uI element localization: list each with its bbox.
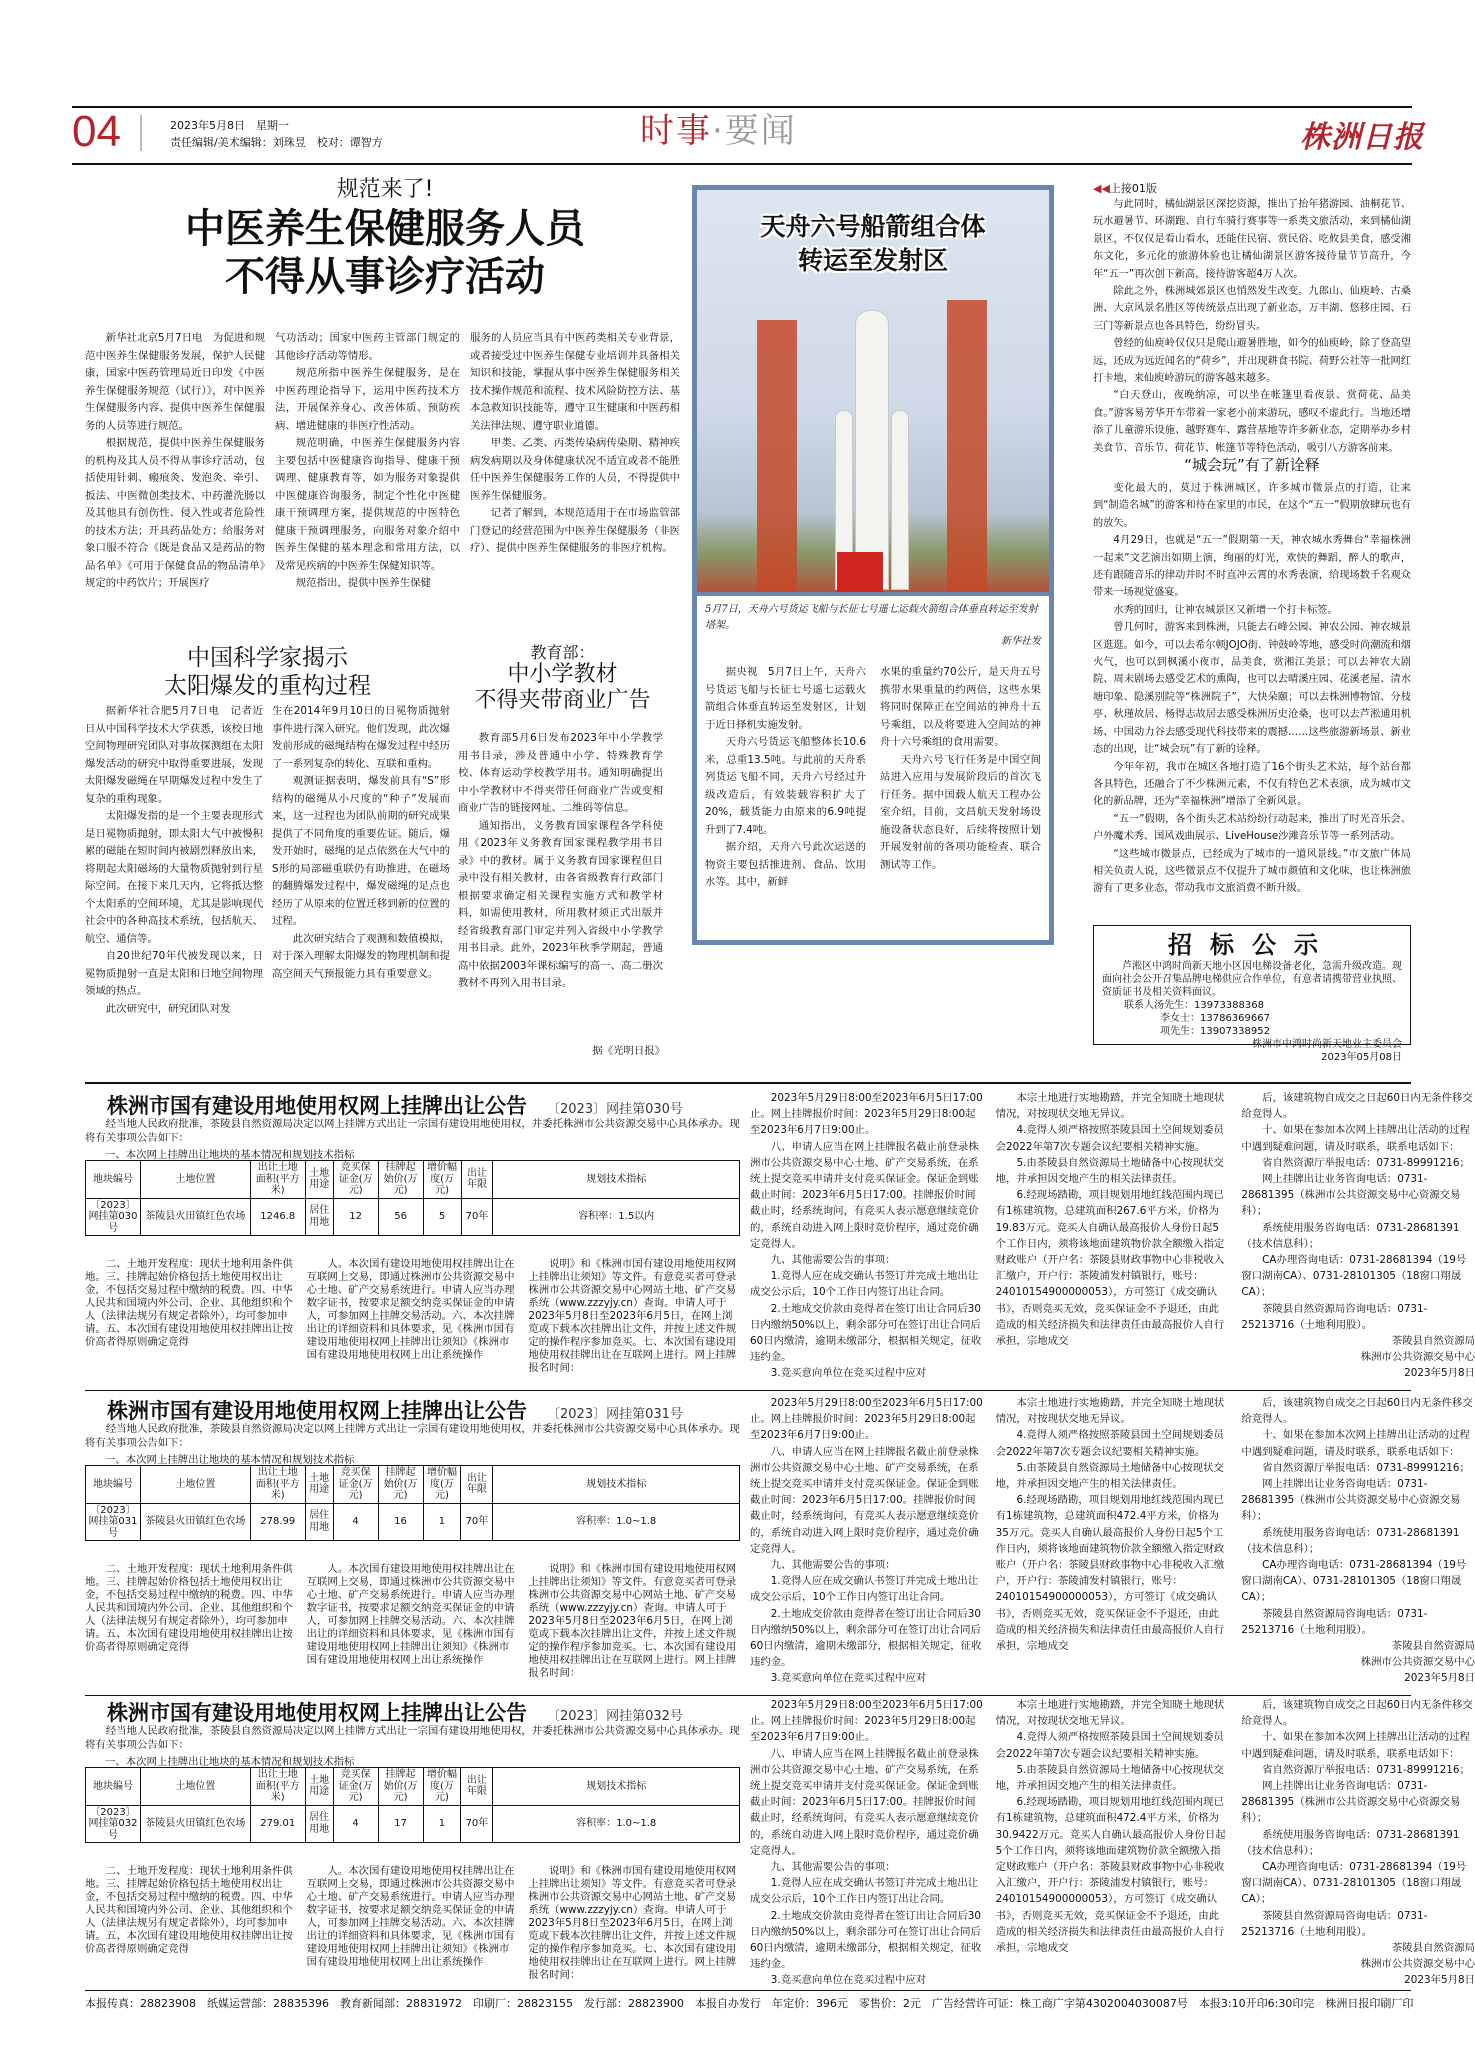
land-notice-paragraph: 八、申请人应当在网上挂牌报名截止前登录株洲市公共资源交易中心土地、矿产交易系统，在系统上提交竞买申请并支付竞买保证金。保证金到账截止时间：2023年6月5日17:00。挂牌报价时间截止时，经系统询问，有竞买人表示愿意继续竞价的，系统自动进入网上限时竞价程序，通过竞价确定竞得人。 <box>750 1747 979 1857</box>
land-table-cell: 容积率：1.0~1.8 <box>493 1503 740 1541</box>
land-notice-paragraph: 6.经现场踏勘，项目规划用地红线范围内现已有1栋建筑物，总建筑面积267.6平方米，价格为19.83万元。竞买人自确认最高报价人身份日起5个工作日内，须将该地面建筑物价款全额缴入指定财政账户（开户名：茶陵县财政事物中心非税收入汇缴户，开户行：茶陵浦发村镇银行，账号：24010154900000053），方可签订《成交确认书》，否则竞买无效，竞买保证金不予退还，由此造成的相关经济损失和法律责任由最高报价人自行承担，宗地成交 <box>995 1189 1225 1348</box>
solar-column-2 <box>272 703 450 1053</box>
land-notice-paragraph: 系统使用服务咨询电话：0731-28681391（技术信息科）； <box>1241 1828 1460 1857</box>
land-notice-signature: 2023年5月8日 <box>1404 1367 1475 1380</box>
land-notice-paragraph: 八、申请人应当在网上挂牌报名截止前登录株洲市公共资源交易中心土地、矿产交易系统，在系统上提交竞买申请并支付竞买保证金。保证金到账截止时间：2023年6月5日17:00。挂牌报价时间截止时，经系统询问，有竞买人表示愿意继续竞价的，系统自动进入网上限时竞价程序，通过竞价确定竞得人。 <box>750 1445 979 1555</box>
land-notice-paragraph: 本宗土地进行实地勘踏，并完全知晓土地现状情况，对按现状交地无异议。 <box>995 1092 1225 1121</box>
land-notice-paragraph: 人。本次国有建设用地使用权挂牌出让在互联网上交易，即通过株洲市公共资源交易中心土地、矿产交易系统进行。申请人应当办理数字证书，按要求足额交纳竞买保证金的申请人，可参加网上挂牌交易活动。六、本次挂牌出让的详细资料和具体要求，见《株洲市国有建设用地使用权网上挂牌出让须知》《株洲市国有建设用地使用权网上出让系统操作 <box>306 1865 515 1968</box>
land-notice-right-columns <box>740 1395 1475 1687</box>
land-notice-paragraph: 5.由茶陵县自然资源局土地储备中心按现状交地，并承担因交地产生的相关法律责任。 <box>995 1763 1224 1793</box>
land-notice-paragraph: 1.竞得人应在成交确认书签订并完成土地出让成交公示后，10个工作日内签订出让合同。 <box>750 1270 979 1299</box>
land-table-header-cell: 竞买保证金(万元) <box>333 1466 378 1504</box>
land-notice-paragraph: 十、如果在参加本次网上挂牌出让活动的过程中遇到疑难问题，请及时联系，联系电话如下： <box>1241 1731 1470 1760</box>
tcm-column-2 <box>275 330 460 615</box>
land-table-header-cell: 挂牌起始价(万元) <box>378 1768 423 1806</box>
land-notice-intro: 经当地人民政府批准，茶陵县自然资源局决定以网上挂牌方式出让一宗国有建设用地使用权，并委托株洲市公共资源交易中心具体承办。现将有关事项公告如下： <box>85 1423 740 1449</box>
land-notice-paragraph: 十、如果在参加本次网上挂牌出让活动的过程中遇到疑难问题，请及时联系，联系电话如下： <box>1241 1124 1470 1153</box>
land-table-header-cell: 出让年限 <box>461 1768 493 1806</box>
land-notice-paragraph: 系统使用服务咨询电话：0731-28681391（技术信息科）； <box>1241 1221 1460 1250</box>
land-table-header-cell: 土地用途 <box>305 1466 333 1504</box>
land-notice-paragraph: CA办理咨询电话：0731-28681394（19号窗口湖南CA）、0731-28101305（18窗口翔晟CA）； <box>1241 1861 1467 1906</box>
land-notice-paragraph: 二、土地开发程度：现状土地利用条件供地。三、挂牌起始价格包括土地使用权出让金，不包括交易过程中缴纳的税费。四、中华人民共和国境内外公司、企业、其他组织和个人（法律法规另有规定者除外），均可参加申请。五、本次国有建设用地使用权挂牌出让按价高者得原则确定竞得 <box>85 1865 293 1955</box>
land-table-cell: 茶陵县火田镇红色农场 <box>140 1198 250 1236</box>
land-notice-subheading: 一、本次网上挂牌出让地块的基本情况和规划技术指标 <box>105 1454 355 1466</box>
solar-paragraph: 此次研究结合了观测和数值模拟，对于深入理解太阳爆发的物理机制和提高空间天气预报能力具有重要意义。 <box>272 932 450 980</box>
land-table-header-cell: 挂牌起始价(万元) <box>378 1161 423 1199</box>
edu-paragraph: 教育部5月6日发布2023年中小学教学用书目录，涉及普通中小学、特殊教育学校、体育运动学校教学用书。通知明确提出中小学教材中不得夹带任何商业广告或变相商业广告的链接网址、二维码等信息。 <box>458 732 663 814</box>
land-notice-paragraph: 省自然资源厅举报电话：0731-89991216； <box>1262 1461 1470 1474</box>
land-table-header-row <box>86 1466 740 1504</box>
photo-title-line2: 转运至发射区 <box>797 246 948 275</box>
land-notice-column <box>528 1563 740 1683</box>
photo-caption-source: 新华社发 <box>1001 636 1041 647</box>
land-notice-paragraph: 3.竞买意向单位在竞买过程中应对 <box>770 1672 927 1685</box>
land-table-cell: 278.99 <box>250 1503 305 1541</box>
land-notice-title-text: 株洲市国有建设用地使用权网上挂牌出让公告 <box>107 1701 527 1725</box>
tianzhou-paragraph: 水果的重量约70公斤，是天舟五号携带水果重量的约两倍，这些水果将同时保障正在空间站的神舟十五号乘组，以及将要进入空间站的神舟十六号乘组的食用需要。 <box>880 666 1041 748</box>
tcm-paragraph: 服务的人员应当具有中医药类相关专业背景，或者接受过中医养生保健专业培训并具备相关知识和技能，掌握从事中医养生保健服务相关技术操作规范和流程、技术风险防控方法、基本急救知识技能等，遵守卫生健康和中医药相关法律法规、遵守职业道德。 <box>470 332 680 432</box>
land-notice-left-columns <box>85 1258 740 1378</box>
land-notice-column <box>1241 1395 1475 1687</box>
tourism-paragraph: 曾经的仙庾岭仅仅只是爬山避暑胜地，如今的仙庾岭，除了登高望远，还成为远近闻名的“荷乡”，并出现耕食书院、荷野公社等一批网红打卡地，来仙庾岭游玩的游客越来越多。 <box>1093 338 1411 385</box>
land-notice-column <box>528 1258 740 1378</box>
tender-date: 2023年05月08日 <box>1321 1052 1402 1063</box>
land-notice-intro: 经当地人民政府批准，茶陵县自然资源局决定以网上挂牌方式出让一宗国有建设用地使用权，并委托株洲市公共资源交易中心具体承办。现将有关事项公告如下： <box>85 1725 740 1751</box>
solar-headline <box>85 645 450 700</box>
land-table-header-cell: 出让年限 <box>461 1161 493 1199</box>
land-notice-paragraph: 本宗土地进行实地勘踏，并完全知晓土地现状情况，对按现状交地无异议。 <box>995 1397 1225 1426</box>
land-notice-column <box>750 1090 984 1382</box>
section-title <box>640 108 797 154</box>
land-table-cell: 70年 <box>461 1805 493 1843</box>
solar-paragraph: 据新华社合肥5月7日电 记者近日从中国科学技术大学获悉，该校日地空间物理研究团队对事故探测组在太阳爆发活动的研究中取得重要进展，发现太阳爆发磁绳在早期爆发过程中发生了复杂的重构现象。 <box>85 705 263 805</box>
land-table-cell: 〔2023〕网挂第030号 <box>86 1198 141 1236</box>
land-notice-paragraph: 八、申请人应当在网上挂牌报名截止前登录株洲市公共资源交易中心土地、矿产交易系统，在系统上提交竞买申请并支付竞买保证金。保证金到账截止时间：2023年6月5日17:00。挂牌报价时间截止时，经系统询问，有竞买人表示愿意继续竞价的，系统自动进入网上限时竞价程序，通过竞价确定竞得人。 <box>750 1140 979 1250</box>
tourism-paragraph: 除此之外，株洲城郊景区也悄然发生改变。九郎山、仙庾岭、古桑洲、大京风景名胜区等传统景点出现了新业态，万丰湖、悠移庄园、石三门等新景点也各具特色，纷纷冒头。 <box>1093 286 1411 332</box>
land-table-cell: 容积率：1.5以内 <box>493 1198 740 1236</box>
land-table-cell: 12 <box>333 1198 378 1236</box>
land-notice-paragraph: 6.经现场踏勘，项目规划用地红线范围内现已有1栋建筑物，总建筑面积472.4平方米，价格为30.9422万元。竞买人自确认最高报价人身份日起5个工作日内，须将该地面建筑物价款全额缴入指定财政账户（开户名：茶陵县财政事物中心非税收入汇缴户，开户行：茶陵浦发村镇银行，账号：24010154900000053），方可签订《成交确认书》，否则竞买无效，竞买保证金不予退还，由此造成的相关经济损失和法律责任由最高报价人自行承担，宗地成交 <box>995 1796 1226 1955</box>
tcm-paragraph: 规范明确，中医养生保健服务内容主要包括中医健康咨询指导、健康干预调理、健康教育等，如为服务对象提供中医健康咨询服务，制定个性化中医健康干预调理方案，提供规范的中医特色健康干预调理服务，向服务对象介绍中医养生保健的基本理念和常用方法，以及常见疾病的中医养生保健知识等。 <box>275 437 460 572</box>
land-notice-paragraph: 后，该建筑物自成交之日起60日内无条件移交给竞得人。 <box>1241 1397 1473 1426</box>
land-notice-paragraph: 人。本次国有建设用地使用权挂牌出让在互联网上交易，即通过株洲市公共资源交易中心土地、矿产交易系统进行。申请人应当办理数字证书，按要求足额交纳竞买保证金的申请人，可参加网上挂牌交易活动。六、本次挂牌出让的详细资料和具体要求，见《株洲市国有建设用地使用权网上挂牌出让须知》《株洲市国有建设用地使用权网上出让系统操作 <box>306 1258 515 1361</box>
land-notice-paragraph: 2.土地成交价款由竞得者在签订出让合同后30日内缴纳50%以上，剩余部分可在签订出让合同后60日内缴清，逾期未缴部分，根据相关规定，征收违约金。 <box>750 1302 982 1364</box>
land-notice-paragraph: 1.竞得人应在成交确认书签订并完成土地出让成交公示后，10个工作日内签订出让合同。 <box>750 1877 979 1906</box>
land-table-header-cell: 土地位置 <box>140 1466 250 1504</box>
tcm-paragraph: 新华社北京5月7日电 为促进和规范中医养生保健服务发展，保护人民健康，国家中医药管理局近日印发《中医养生保健服务规范（试行）》，对中医养生保健服务内容、提供中医养生保健服务的人员等进行规范。 <box>85 332 265 432</box>
masthead-bottom-rule <box>72 163 1412 165</box>
land-notice-signature: 茶陵县自然资源局 <box>1391 1640 1475 1653</box>
land-notice-paragraph: 九、其他需要公告的事项： <box>770 1861 896 1874</box>
issue-date: 2023年5月8日 星期一 <box>170 119 289 132</box>
land-table-cell: 〔2023〕网挂第032号 <box>86 1805 141 1843</box>
land-table-header-cell: 出让土地面积(平方米) <box>250 1768 305 1806</box>
tender-notice-box <box>1093 925 1411 1063</box>
land-notice-signature: 茶陵县自然资源局 <box>1391 1942 1475 1955</box>
tourism-paragraph: “白天登山，夜晚纳凉，可以坐在帐篷里看夜景、赏荷花、品美食。”游客易芳华开车带着一家老小前来游玩，感叹不虚此行。当地还增添了儿童游乐设施、越野赛车、露营基地等许多新业态，定期举办乡村美食节、音乐节、荷花节、帐篷节等特色活动，吸引八方游客前来。 <box>1093 390 1411 454</box>
land-table-cell: 居住用地 <box>305 1198 333 1236</box>
solar-headline-line1: 中国科学家揭示 <box>187 645 348 671</box>
land-table-header-cell: 出让土地面积(平方米) <box>250 1466 305 1504</box>
land-notice-paragraph: 4.竞得人须严格按照茶陵县国土空间规划委员会2022年第7次专题会议纪要相关精神实施。 <box>995 1731 1224 1760</box>
land-notice-right-columns <box>740 1697 1475 1989</box>
land-notice-signature: 株洲市公共资源交易中心 <box>1360 1958 1475 1971</box>
tender-contact: 项先生：13907338952 <box>1160 1026 1270 1037</box>
tourism-paragraph: “这些城市微景点，已经成为了城市的一道风景线。”市文旅广体局相关负责人说，这些微景点不仅提升了城市颜值和文化味，也让株洲旅游有了更多业态，带动我市文旅消费不断升级。 <box>1093 848 1411 895</box>
edu-column <box>458 730 663 1035</box>
tourism-subhead: “城会玩”有了新诠释 <box>1184 456 1320 474</box>
land-table-header-cell: 竞买保证金(万元) <box>333 1161 378 1199</box>
land-table-cell: 1246.8 <box>250 1198 305 1236</box>
tcm-headline-line1: 中医养生保健服务人员 <box>185 206 585 252</box>
land-notice-paragraph: 茶陵县自然资源局咨询电话：0731-25213716（土地利用股）。 <box>1241 1607 1428 1636</box>
land-notice-paragraph: 1.竞得人应在成交确认书签订并完成土地出让成交公示后，10个工作日内签订出让合同。 <box>750 1575 979 1604</box>
land-table-row <box>86 1198 740 1236</box>
rocket-photo <box>697 190 1049 592</box>
land-notice-subheading: 一、本次网上挂牌出让地块的基本情况和规划技术指标 <box>105 1756 355 1768</box>
rocket-booster-right <box>891 410 909 590</box>
rocket-core <box>855 310 889 590</box>
land-parcel-table <box>85 1767 740 1843</box>
land-table-header-cell: 规划技术指标 <box>493 1466 740 1504</box>
land-table-header-cell: 竞买保证金(万元) <box>333 1768 378 1806</box>
solar-paragraph: 太阳爆发指的是一个主要表现形式是日冕物质抛射，即太阳大气中被慢积累的磁能在短时间内被剧烈释放出来，将期起太阳磁场的大量物质抛射到行星际空间。在接下来几天内，它将抵达整个太阳系的空间环境，尤其是影响现代社会中的各种高技术系统，包括航天、航空、通信等。 <box>85 810 263 945</box>
tianzhou-paragraph: 据央视 5月7日上午，天舟六号货运飞船与长征七号遥七运载火箭组合体垂直转运至发射区，计划于近日择机实施发射。 <box>705 666 866 731</box>
notice-divider <box>85 1695 1411 1696</box>
flag-banner <box>837 552 883 592</box>
land-table-cell: 17 <box>378 1805 423 1843</box>
land-table-cell: 4 <box>333 1503 378 1541</box>
photo-caption-text: 5月7日，天舟六号货运飞船与长征七号遥七运载火箭组合体垂直转运至发射塔架。 <box>705 604 1038 631</box>
land-table-header-cell: 挂牌起始价(万元) <box>378 1466 423 1504</box>
land-table-cell: 居住用地 <box>305 1503 333 1541</box>
continued-from-text: 上接01版 <box>1109 182 1157 195</box>
land-notice-paragraph: 省自然资源厅举报电话：0731-89991216； <box>1262 1156 1470 1169</box>
land-notice-paragraph: 3.竞买意向单位在竞买过程中应对 <box>770 1974 927 1987</box>
footer-rule <box>85 1990 1411 1991</box>
land-table-cell: 茶陵县火田镇红色农场 <box>140 1805 250 1843</box>
tender-body: 芦淞区中鸿时尚新天地小区因电梯设备老化，急需升级改造。现面向社会公开召集品牌电梯供应合作单位，有意者请携带营业执照、资质证书及相关资料面议。 <box>1102 961 1402 998</box>
launch-tower-left <box>757 320 797 592</box>
edu-headline <box>440 662 685 715</box>
land-notice-signature: 株洲市公共资源交易中心 <box>1360 1351 1475 1364</box>
land-notice-column <box>528 1865 740 1985</box>
land-notice-left-columns <box>85 1865 740 1985</box>
land-notice-paragraph: 茶陵县自然资源局咨询电话：0731-25213716（土地利用股）。 <box>1241 1302 1428 1331</box>
land-table-cell: 1 <box>423 1503 461 1541</box>
land-notice <box>85 1697 1475 1992</box>
land-table-cell: 70年 <box>461 1503 493 1541</box>
land-notice-paragraph: 4.竞得人须严格按照茶陵县国土空间规划委员会2022年第7次专题会议纪要相关精神实施。 <box>995 1124 1224 1153</box>
tcm-kicker: 规范来了! <box>336 177 434 202</box>
land-notice-paragraph: 5.由茶陵县自然资源局土地储备中心按现状交地，并承担因交地产生的相关法律责任。 <box>995 1156 1224 1186</box>
footer-info: 本报传真：28823908 纸媒运营部：28835396 教育新闻部：28831972 印刷厂：28823155 发行部：28823900 本报自办发行 年定价：396元 零售价：2元 广告经营许可证：株工商广字第4302004030087号 本报3:10开印6:30印完 株洲日报印刷厂印 <box>85 1997 1414 2010</box>
tourism-paragraph: “五一”假期，各个街头艺术站纷纷行动起来，推出了时光音乐会、户外魔术秀、国风戏曲展示、LiveHouse沙滩音乐节等一系列活动。 <box>1093 813 1411 843</box>
land-table-cell: 〔2023〕网挂第031号 <box>86 1503 141 1541</box>
tianzhou-paragraph: 天舟六号货运飞船整体长10.6米，总重13.5吨。与此前的天舟系列货运飞船不同，天舟六号经过升级改造后，有效装载容积扩大了20%，载货能力由原来的6.9吨提升到了7.4吨。 <box>705 736 866 836</box>
tianzhou-column-2 <box>880 664 1041 924</box>
land-notice-column <box>1241 1090 1475 1382</box>
land-table-header-cell: 土地用途 <box>305 1768 333 1806</box>
land-table-row <box>86 1805 740 1843</box>
continued-arrow-icon: ◀◀ <box>1093 182 1110 195</box>
solar-headline-line2: 太阳爆发的重构过程 <box>164 672 371 699</box>
solar-paragraph: 此次研究中，研究团队对发 <box>105 1002 231 1015</box>
tourism-paragraph: 4月29日，也就是“五一”假期第一天，神农城水秀舞台“幸福株洲一起来”文艺演出如期上演，绚丽的灯光，欢快的舞蹈，醉人的歌声，还有跟随音乐的律动并时不时直冲云霄的水秀表演，给现场数千名观众带来一场视觉盛宴。 <box>1093 535 1411 599</box>
land-notice-column <box>307 1865 519 1985</box>
editors-credit: 责任编辑/美术编辑：刘珠昱 校对：谭智方 <box>170 136 383 149</box>
land-table-cell: 茶陵县火田镇红色农场 <box>140 1503 250 1541</box>
land-notice-paragraph: 4.竞得人须严格按照茶陵县国土空间规划委员会2022年第7次专题会议纪要相关精神实施。 <box>995 1429 1224 1458</box>
land-notice-paragraph: 后，该建筑物自成交之日起60日内无条件移交给竞得人。 <box>1241 1699 1473 1728</box>
launch-tower-right <box>947 300 987 592</box>
land-notice-paragraph: 网上挂牌出让业务咨询电话：0731-28681395（株洲市公共资源交易中心资源交易科）； <box>1241 1478 1461 1523</box>
land-table-header-cell: 地块编号 <box>86 1768 141 1806</box>
land-notice-signature: 株洲市公共资源交易中心 <box>1360 1656 1475 1669</box>
land-table-cell: 居住用地 <box>305 1805 333 1843</box>
land-notice-paragraph: 网上挂牌出让业务咨询电话：0731-28681395（株洲市公共资源交易中心资源交易科）； <box>1241 1173 1461 1218</box>
land-table-cell: 4 <box>333 1805 378 1843</box>
land-table-header-row <box>86 1768 740 1806</box>
land-notice-number: 〔2023〕网挂第030号 <box>547 1102 683 1117</box>
land-table-header-cell: 规划技术指标 <box>493 1161 740 1199</box>
tianzhou-paragraph: 天舟六号飞行任务是中国空间站进入应用与发展阶段后的首次飞行任务。据中国载人航天工程办公室介绍，目前，文昌航天发射场设施设备状态良好，后续将按照计划开展发射前的各项功能检查、联合测试等工作。 <box>880 753 1041 871</box>
land-notice-signature: 茶陵县自然资源局 <box>1391 1335 1475 1348</box>
page-number: 04 <box>72 107 121 156</box>
land-notice-signature: 2023年5月8日 <box>1404 1672 1475 1685</box>
tender-org: 株洲市中鸿时尚新天地业主委员会 <box>1252 1039 1402 1050</box>
land-notice-paragraph: 二、土地开发程度：现状土地利用条件供地。三、挂牌起始价格包括土地使用权出让金，不包括交易过程中缴纳的税费。四、中华人民共和国境内外公司、企业、其他组织和个人（法律法规另有规定者除外），均可参加申请。五、本次国有建设用地使用权挂牌出让按价高者得原则确定竞得 <box>85 1258 293 1348</box>
land-notice-paragraph: 十、如果在参加本次网上挂牌出让活动的过程中遇到疑难问题，请及时联系，联系电话如下： <box>1241 1429 1470 1458</box>
land-notice-title <box>107 1395 683 1425</box>
land-notice-intro: 经当地人民政府批准，茶陵县自然资源局决定以网上挂牌方式出让一宗国有建设用地使用权，并委托株洲市公共资源交易中心具体承办。现将有关事项公告如下： <box>85 1118 740 1144</box>
section-title-secondary: ·要闻 <box>712 111 797 151</box>
land-notice-paragraph: 2023年5月29日8:00至2023年6月5日17:00止。网上挂牌报价时间：2023年5月29日8:00起至2023年6月7日9:00止。 <box>750 1699 983 1744</box>
edu-headline-line1: 中小学教材 <box>507 662 618 687</box>
land-table-cell: 279.01 <box>250 1805 305 1843</box>
tcm-paragraph: 气功活动；国家中医药主管部门规定的其他诊疗活动等情形。 <box>275 332 460 362</box>
tender-contact: 李女士：13786369667 <box>1160 1013 1270 1024</box>
land-table-cell: 容积率：1.0~1.8 <box>493 1805 740 1843</box>
masthead-meta <box>170 117 383 151</box>
land-notice-column <box>307 1258 519 1378</box>
notice-divider <box>85 1390 1411 1391</box>
tourism-paragraph: 与此同时，橘仙湖景区深挖资源，推出了抬年猪游园、油桐花节、玩水避暑节、环湖跑、自行车骑行赛事等一系类文旅活动，来到橘仙湖景区，不仅仅是看山看水，还能住民宿、赏民俗、吃攸县美食，感受湘东文化，多元化的旅游体验也让橘仙湖景区游客接待量节节高升，今年“五一”再次创下新高，接待游客超4万人次。 <box>1093 199 1411 280</box>
land-notice-subheading: 一、本次网上挂牌出让地块的基本情况和规划技术指标 <box>105 1149 355 1161</box>
land-notice-column <box>996 1395 1230 1687</box>
land-table-header-cell: 增价幅度(万元) <box>423 1466 461 1504</box>
edu-headline-line2: 不得夹带商业广告 <box>474 688 651 714</box>
land-notice-paragraph: 说明》和《株洲市国有建设用地使用权网上挂牌出让须知》等文件。有意竞买者可登录株洲市公共资源交易中心网站土地、矿产交易系统（www.zzzyjy.cn）查询。申请人可于2023年5月8日至2023年6月5日，在网上浏览或下载本次挂牌出让文件，并按上述文件规定的操作程序参加竞买。七、本次国有建设用地使用权挂牌出让在互联网上进行。网上挂牌报名时间： <box>528 1865 737 1981</box>
land-notice-number: 〔2023〕网挂第031号 <box>547 1407 683 1422</box>
photo-feature-text <box>697 596 1049 940</box>
land-notice-paragraph: 网上挂牌出让业务咨询电话：0731-28681395（株洲市公共资源交易中心资源交易科）； <box>1241 1780 1461 1825</box>
land-notice-paragraph: 说明》和《株洲市国有建设用地使用权网上挂牌出让须知》等文件。有意竞买者可登录株洲市公共资源交易中心网站土地、矿产交易系统（www.zzzyjy.cn）查询。申请人可于2023年5月8日至2023年6月5日，在网上浏览或下载本次挂牌出让文件，并按上述文件规定的操作程序参加竞买。七、本次国有建设用地使用权挂牌出让在互联网上进行。网上挂牌报名时间： <box>528 1563 737 1679</box>
tourism-paragraph: 变化最大的，莫过于株洲城区，许多城市微景点的打造，让来到“制造名城”的游客和待在家里的市民，在这个“五一”假期放肆玩也有的放矢。 <box>1093 483 1411 529</box>
photo-title <box>697 210 1049 278</box>
land-table-header-cell: 地块编号 <box>86 1466 141 1504</box>
land-notice-column <box>750 1395 984 1687</box>
land-notice-paragraph: CA办理咨询电话：0731-28681394（19号窗口湖南CA）、0731-28101305（18窗口翔晟CA）； <box>1241 1559 1467 1604</box>
tourism-paragraph: 今年年初，我市在城区各地打造了16个街头艺术站，每个站台都各具特色，还融合了不少株洲元素，不仅有特色艺术表演，成为城市文化的新品牌，还为“幸福株洲”增添了全新风景。 <box>1093 761 1411 808</box>
land-notice-paragraph: 3.竞买意向单位在竞买过程中应对 <box>770 1367 927 1380</box>
land-table-header-row <box>86 1161 740 1199</box>
land-table-header-cell: 土地位置 <box>140 1768 250 1806</box>
land-parcel-table <box>85 1160 740 1236</box>
tianzhou-column-1 <box>705 664 866 924</box>
land-notice-column <box>85 1865 297 1985</box>
land-notice-title <box>107 1090 683 1120</box>
land-notice-paragraph: CA办理咨询电话：0731-28681394（19号窗口湖南CA）、0731-28101305（18窗口翔晟CA）； <box>1241 1254 1467 1299</box>
tourism-paragraph: 曾几何时，游客来到株洲，只能去石峰公园、神农公园、神农城景区逛逛。如今，可以去希尔顿JOJO街、钟鼓岭等地，感受时尚潮流和烟火气，也可以到枫溪小夜市，品美食，赏湘江美景；可以去神农大剧院、周末剧场去感受艺术的熏陶，也可以去晴溪庄园、花溪老屋、清水塘印象、隐溪别院等“株洲院子”，大快朵颐；可以去株洲博物馆、分枝亭、秋瑾故居、杨得志故居去感受株洲历史沧桑，也可以去芦淞通用机场、中国动力谷去感受现代科技带来的震撼……这些旅游新场景、新业态的出现，让“城会玩”有了新的诠释。 <box>1093 622 1411 756</box>
masthead-divider <box>140 115 142 151</box>
continued-from-label <box>1093 180 1157 196</box>
land-notice-column <box>996 1090 1230 1382</box>
land-table-header-cell: 增价幅度(万元) <box>423 1768 461 1806</box>
land-table-header-cell: 出让土地面积(平方米) <box>250 1161 305 1199</box>
tcm-column-1 <box>85 330 265 615</box>
newspaper-logo: 株洲日报 <box>1300 120 1424 155</box>
solar-paragraph: 生在2014年9月10日的日冕物质抛射事件进行深入研究。他们发现，此次爆发前形成的磁绳结构在爆发过程中经历了一系列复杂的转化、互联和重构。 <box>272 705 450 770</box>
solar-paragraph: 自20世纪70年代被发现以来，日冕物质抛射一直是太阳和日地空间物理领域的热点。 <box>85 950 263 997</box>
land-notice-right-columns <box>740 1090 1475 1382</box>
tcm-paragraph: 规范所指中医养生保健服务，是在中医药理论指导下，运用中医药技术方法，开展保养身心、改善体质、预防疾病、增进健康的非医疗性活动。 <box>275 367 460 432</box>
land-notice-paragraph: 九、其他需要公告的事项： <box>770 1254 896 1267</box>
land-notice-column <box>750 1697 984 1989</box>
land-notice-paragraph: 2023年5月29日8:00至2023年6月5日17:00止。网上挂牌报价时间：2023年5月29日8:00起至2023年6月7日9:00止。 <box>750 1092 983 1137</box>
land-notice-paragraph: 6.经现场踏勘，项目规划用地红线范围内现已有1栋建筑物，总建筑面积472.4平方米，价格为35万元。竞买人自确认最高报价人身份日起5个工作日内，须将该地面建筑物价款全额缴入指定财政账户（开户名：茶陵县财政事物中心非税收入汇缴户，开户行：茶陵浦发村镇银行，账号：24010154900000053），方可签订《成交确认书》，否则竞买无效，竞买保证金不予退还，由此造成的相关经济损失和法律责任由最高报价人自行承担，宗地成交 <box>995 1494 1225 1653</box>
photo-title-line1: 天舟六号船箭组合体 <box>760 212 986 241</box>
tianzhou-paragraph: 据介绍，天舟六号此次运送的物资主要包括推进剂、食品、饮用水等。其中，新鲜 <box>705 841 866 888</box>
land-notice-paragraph: 茶陵县自然资源局咨询电话：0731-25213716（土地利用股）。 <box>1241 1909 1428 1938</box>
land-notice-paragraph: 二、土地开发程度：现状土地利用条件供地。三、挂牌起始价格包括土地使用权出让金，不包括交易过程中缴纳的税费。四、中华人民共和国境内外公司、企业、其他组织和个人（法律法规另有规定者除外），均可参加申请。五、本次国有建设用地使用权挂牌出让按价高者得原则确定竞得 <box>85 1563 293 1653</box>
tender-contact: 联系人汤先生：13973388368 <box>1124 1000 1264 1011</box>
land-notice-signature: 2023年5月8日 <box>1404 1974 1475 1987</box>
land-table-cell: 56 <box>378 1198 423 1236</box>
section-divider <box>85 1082 1411 1084</box>
land-notice-number: 〔2023〕网挂第032号 <box>547 1709 683 1724</box>
land-notice-paragraph: 说明》和《株洲市国有建设用地使用权网上挂牌出让须知》等文件。有意竞买者可登录株洲市公共资源交易中心网站土地、矿产交易系统（www.zzzyjy.cn）查询。申请人可于2023年5月8日至2023年6月5日，在网上浏览或下载本次挂牌出让文件，并按上述文件规定的操作程序参加竞买。七、本次国有建设用地使用权挂牌出让在互联网上进行。网上挂牌报名时间： <box>528 1258 737 1374</box>
tcm-column-3 <box>470 330 680 615</box>
tcm-paragraph: 记者了解到，本规范适用于在市场监管部门登记的经营范围为中医养生保健服务（非医疗）、提供中医养生保健服务的非医疗机构。 <box>470 507 680 554</box>
tcm-paragraph: 规范指出，提供中医养生保健 <box>295 577 431 589</box>
land-notice-column <box>307 1563 519 1683</box>
land-table-header-cell: 地块编号 <box>86 1161 141 1199</box>
land-notice-paragraph: 2023年5月29日8:00至2023年6月5日17:00止。网上挂牌报价时间：2023年5月29日8:00起至2023年6月7日9:00止。 <box>750 1397 983 1442</box>
land-notice-column <box>996 1697 1230 1989</box>
land-notice-title-text: 株洲市国有建设用地使用权网上挂牌出让公告 <box>107 1094 527 1118</box>
land-notice-paragraph: 2.土地成交价款由竞得者在签订出让合同后30日内缴纳50%以上，剩余部分可在签订出让合同后60日内缴清，逾期未缴部分，根据相关规定，征收违约金。 <box>750 1607 982 1669</box>
tcm-paragraph: 根据规范，提供中医养生保健服务的机构及其人员不得从事诊疗活动，包括使用针刺、瘢痕灸、发泡灸、牵引、扳法、中医微创类技术、中药灌洗肠以及其他具有创伤性、侵入性或者危险性的技术方法；开具药品处方；给服务对象口服不符合《既是食品又是药品的物品名单》《可用于保健食品的物品清单》规定的中药饮片；开展医疗 <box>85 437 265 589</box>
tcm-headline-line2: 不得从事诊疗活动 <box>225 254 545 300</box>
tourism-paragraph: 水秀的回归，让神农城景区又新增一个打卡标签。 <box>1113 604 1338 616</box>
land-notice-paragraph: 后，该建筑物自成交之日起60日内无条件移交给竞得人。 <box>1241 1092 1473 1121</box>
land-notice-paragraph: 九、其他需要公告的事项： <box>770 1559 896 1572</box>
land-notice-column <box>85 1258 297 1378</box>
land-notice-paragraph: 本宗土地进行实地勘踏，并完全知晓土地现状情况，对按现状交地无异议。 <box>995 1699 1225 1728</box>
land-table-cell: 5 <box>423 1198 461 1236</box>
land-notice-title <box>107 1697 683 1727</box>
land-table-row <box>86 1503 740 1541</box>
land-notice-column <box>85 1563 297 1683</box>
land-table-header-cell: 出让年限 <box>461 1466 493 1504</box>
solar-paragraph: 观测证据表明，爆发前具有“S”形结构的磁绳从小尺度的“种子”发展而来，这一过程也为团队前期的研究成果提供了不同角度的重要佐证。随后，爆发开始时，磁绳的足点依然在大气中的S形的局部磁重联仍有助推进，在磁场的翻腾爆发过程中，爆发磁绳的足点也经历了从原来的位置迁移到新的位置的过程。 <box>272 775 450 927</box>
land-parcel-table <box>85 1465 740 1541</box>
tcm-headline <box>85 205 685 301</box>
land-notice-column <box>1241 1697 1475 1989</box>
land-notice-title-text: 株洲市国有建设用地使用权网上挂牌出让公告 <box>107 1399 527 1423</box>
land-table-header-cell: 增价幅度(万元) <box>423 1161 461 1199</box>
edu-paragraph: 通知指出，义务教育国家课程各学科使用《2023年义务教育国家课程教学用书目录》中的教材。属于义务教育国家课程但目录中没有相关教材，由各省级教育行政部门根据要求确定相关课程实施方式和教学材料，如需使用教材，所用教材须正式出版并经省级教育部门审定并列入省级中小学教学用书目录。此外，2023年秋季学期起，普通高中依据2003年课标编写的高一、高二册次教材不再列入用书目录。 <box>458 819 663 989</box>
land-table-header-cell: 土地位置 <box>140 1161 250 1199</box>
tender-title: 招标公示 <box>1168 930 1336 959</box>
land-notice-paragraph: 2.土地成交价款由竞得者在签订出让合同后30日内缴纳50%以上，剩余部分可在签订出让合同后60日内缴清，逾期未缴部分，根据相关规定，征收违约金。 <box>750 1909 982 1971</box>
edu-source: 据《光明日报》 <box>592 1045 665 1057</box>
land-table-cell: 1 <box>423 1805 461 1843</box>
land-table-header-cell: 土地用途 <box>305 1161 333 1199</box>
land-table-cell: 70年 <box>461 1198 493 1236</box>
photo-caption <box>705 602 1041 650</box>
land-table-header-cell: 规划技术指标 <box>493 1768 740 1806</box>
photo-feature-box <box>692 185 1054 945</box>
land-notice <box>85 1090 1475 1385</box>
tourism-section-2 <box>1093 480 1411 915</box>
solar-column-1 <box>85 703 263 1053</box>
land-notice-paragraph: 系统使用服务咨询电话：0731-28681391（技术信息科）； <box>1241 1526 1460 1555</box>
tourism-section-1 <box>1093 196 1411 454</box>
land-notice-left-columns <box>85 1563 740 1683</box>
land-table-cell: 16 <box>378 1503 423 1541</box>
tcm-paragraph: 甲类、乙类、丙类传染病传染期、精神疾病发病期以及身体健康状况不适宜或者不能胜任中医养生保健服务工作的人员，不得提供中医养生保健服务。 <box>470 437 680 502</box>
land-notice <box>85 1395 1475 1690</box>
section-title-primary: 时事 <box>640 111 712 151</box>
edu-kicker: 教育部： <box>530 643 595 662</box>
land-notice-paragraph: 5.由茶陵县自然资源局土地储备中心按现状交地，并承担因交地产生的相关法律责任。 <box>995 1461 1224 1491</box>
land-notice-paragraph: 人。本次国有建设用地使用权挂牌出让在互联网上交易，即通过株洲市公共资源交易中心土地、矿产交易系统进行。申请人应当办理数字证书，按要求足额交纳竞买保证金的申请人，可参加网上挂牌交易活动。六、本次挂牌出让的详细资料和具体要求，见《株洲市国有建设用地使用权网上挂牌出让须知》《株洲市国有建设用地使用权网上出让系统操作 <box>306 1563 515 1666</box>
land-notice-paragraph: 省自然资源厅举报电话：0731-89991216； <box>1262 1763 1470 1776</box>
